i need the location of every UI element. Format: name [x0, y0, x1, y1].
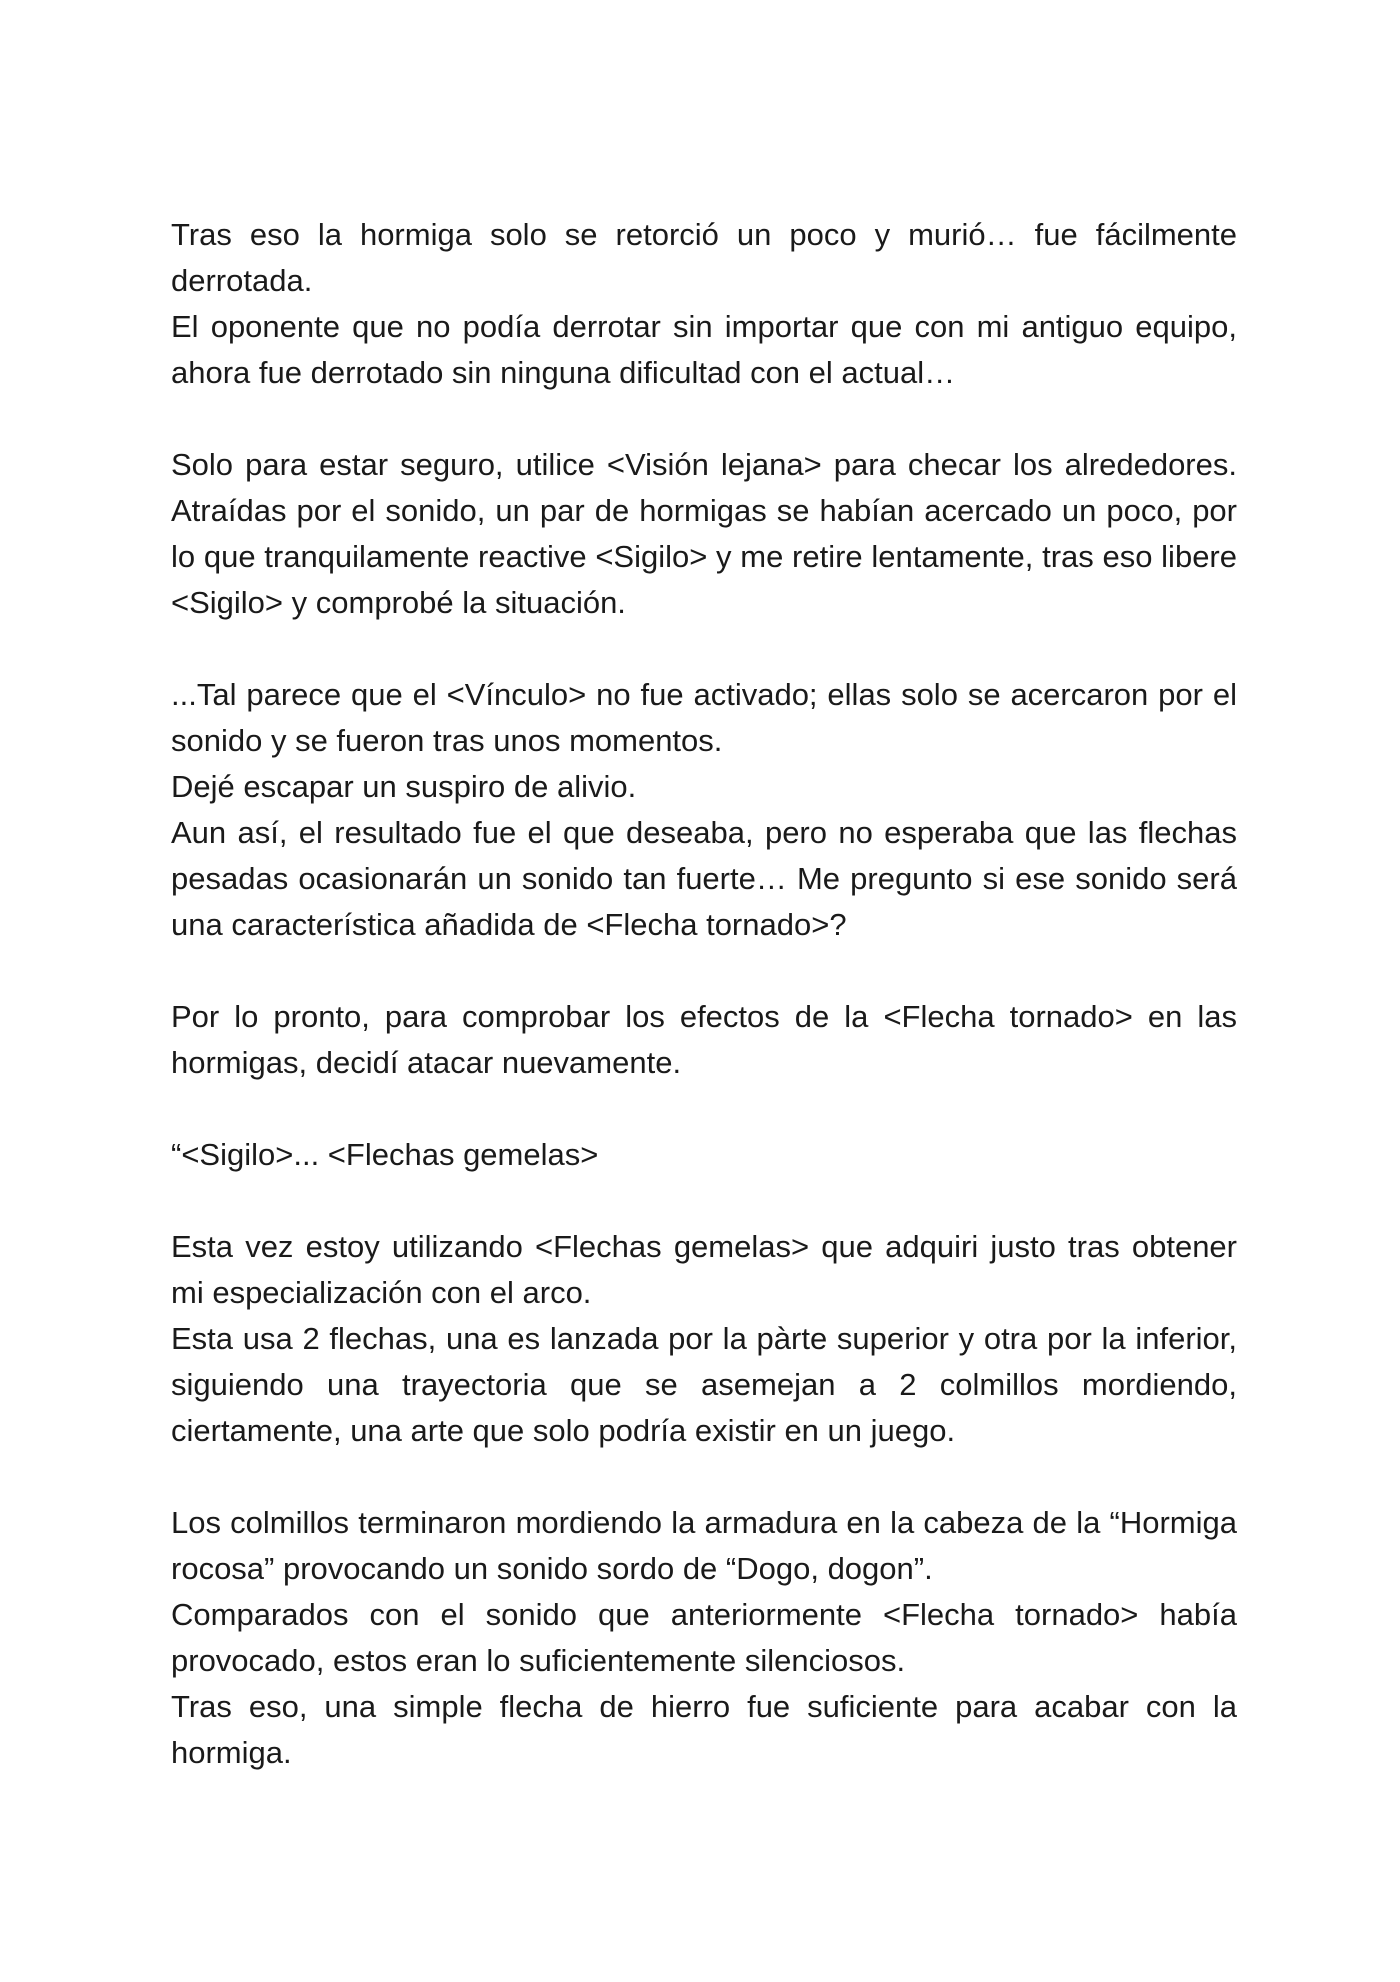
paragraph: Solo para estar seguro, utilice <Visión lejana> para checar los alrededores. Atraídas por el sonido, un par de hormigas se habían acercado un poco, por lo que tranquilamente reactive <Sigilo> y me retire lentamente, tras eso libere <Sigilo> y comprobé la situación.	[171, 447, 1237, 620]
paragraph-gap	[171, 1086, 1237, 1132]
dialogue-line: “<Sigilo>... <Flechas gemelas>	[171, 1137, 599, 1172]
paragraph: Esta vez estoy utilizando <Flechas gemelas> que adquiri justo tras obtener mi especialización con el arco.	[171, 1229, 1237, 1310]
paragraph-gap	[171, 1454, 1237, 1500]
text-body	[171, 212, 1237, 1776]
paragraph: Tras eso la hormiga solo se retorció un poco y murió… fue fácilmente derrotada.	[171, 217, 1237, 298]
paragraph-gap	[171, 948, 1237, 994]
paragraph: ...Tal parece que el <Vínculo> no fue activado; ellas solo se acercaron por el sonido y se fueron tras unos momentos.	[171, 677, 1237, 758]
paragraph-gap	[171, 396, 1237, 442]
paragraph: Tras eso, una simple flecha de hierro fue suficiente para acabar con la hormiga.	[171, 1689, 1237, 1770]
paragraph-gap	[171, 1178, 1237, 1224]
paragraph: El oponente que no podía derrotar sin importar que con mi antiguo equipo, ahora fue derrotado sin ninguna dificultad con el actual…	[171, 309, 1237, 390]
paragraph: Esta usa 2 flechas, una es lanzada por la pàrte superior y otra por la inferior, siguiendo una trayectoria que se asemejan a 2 colmillos mordiendo, ciertamente, una arte que solo podría existir en un juego.	[171, 1321, 1237, 1448]
paragraph: Dejé escapar un suspiro de alivio.	[171, 769, 637, 804]
paragraph: Comparados con el sonido que anteriormente <Flecha tornado> había provocado, estos eran lo suficientemente silenciosos.	[171, 1597, 1237, 1678]
paragraph: Aun así, el resultado fue el que deseaba, pero no esperaba que las flechas pesadas ocasionarán un sonido tan fuerte… Me pregunto si ese sonido será una característica añadida de <Flecha tornado>?	[171, 815, 1237, 942]
paragraph: Los colmillos terminaron mordiendo la armadura en la cabeza de la “Hormiga rocosa” provocando un sonido sordo de “Dogo, dogon”.	[171, 1505, 1237, 1586]
paragraph: Por lo pronto, para comprobar los efectos de la <Flecha tornado> en las hormigas, decidí atacar nuevamente.	[171, 999, 1237, 1080]
paragraph-gap	[171, 626, 1237, 672]
